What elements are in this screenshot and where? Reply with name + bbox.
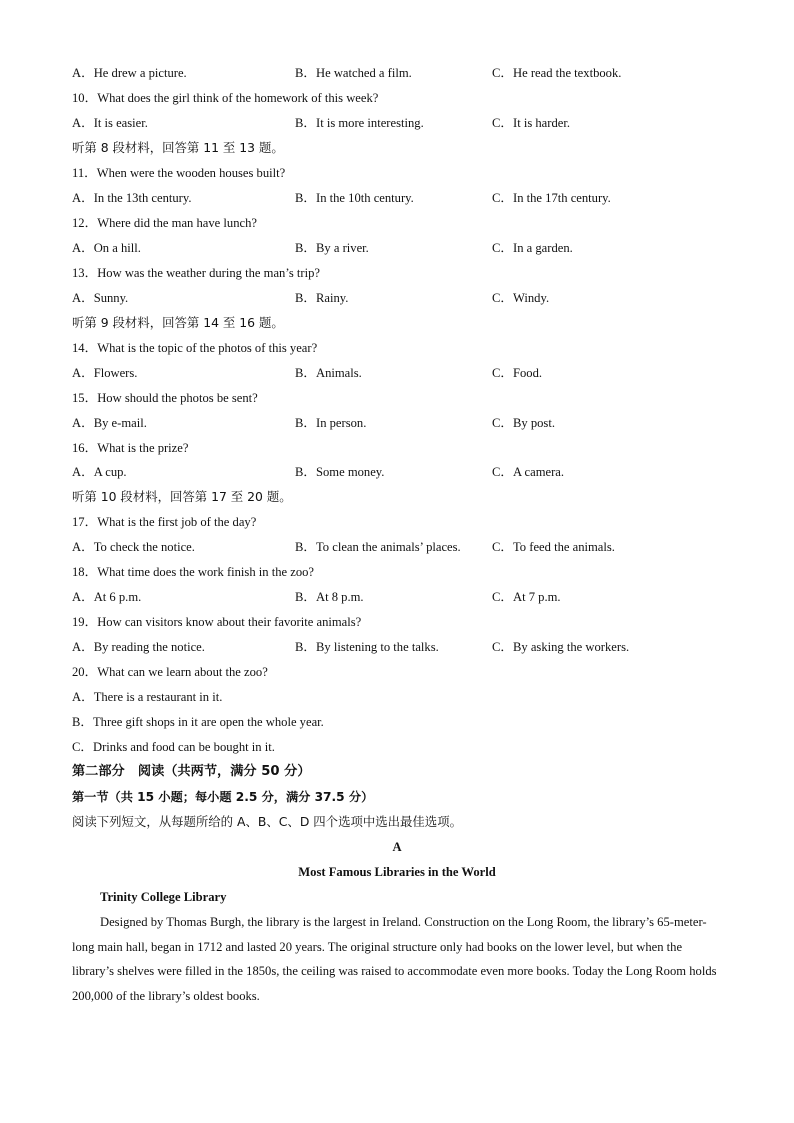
section-one-heading: 第一节（共 15 小题；每小题 2.5 分，满分 37.5 分） xyxy=(72,790,374,804)
option-a: A．A cup. xyxy=(72,465,127,479)
option-a: A．At 6 p.m. xyxy=(72,590,142,604)
question-18: 18．What time does the work finish in the zoo? xyxy=(72,565,315,579)
option-b: B．To clean the animals’ places. xyxy=(295,540,461,554)
question-15: 15．How should the photos be sent? xyxy=(72,391,258,405)
option-c: C．At 7 p.m. xyxy=(492,590,561,604)
option-a: A．By reading the notice. xyxy=(72,640,205,654)
option-b: B．Rainy. xyxy=(295,291,349,305)
option-c: C．It is harder. xyxy=(492,116,570,130)
question-14: 14．What is the topic of the photos of this year? xyxy=(72,341,318,355)
option-a: A．By e-mail. xyxy=(72,416,147,430)
question-12: 12．Where did the man have lunch? xyxy=(72,216,257,230)
passage-title: Most Famous Libraries in the World xyxy=(298,865,496,879)
option-b: B．He watched a film. xyxy=(295,66,412,80)
passage-subtitle: Trinity College Library xyxy=(100,890,227,904)
question-19: 19．How can visitors know about their favorite animals? xyxy=(72,615,362,629)
option-c: C．In a garden. xyxy=(492,241,573,255)
passage-letter: A xyxy=(392,840,402,854)
option-c: C．A camera. xyxy=(492,465,565,479)
listening-instruction-10: 听第 10 段材料，回答第 17 至 20 题。 xyxy=(72,489,292,504)
option-a: A．Sunny. xyxy=(72,291,129,305)
option-b: B．Animals. xyxy=(295,366,362,380)
question-20: 20．What can we learn about the zoo? xyxy=(72,665,268,679)
option-c: C．Windy. xyxy=(492,291,550,305)
option-b: B．Three gift shops in it are open the whole year. xyxy=(72,715,324,729)
option-c: C．To feed the animals. xyxy=(492,540,615,554)
option-a: A．In the 13th century. xyxy=(72,191,192,205)
option-a: A．Flowers. xyxy=(72,366,138,380)
option-c: C．He read the textbook. xyxy=(492,66,622,80)
listening-instruction-8: 听第 8 段材料，回答第 11 至 13 题。 xyxy=(72,140,284,155)
option-c: C．By asking the workers. xyxy=(492,640,630,654)
option-b: B．By a river. xyxy=(295,241,369,255)
option-a: A．To check the notice. xyxy=(72,540,195,554)
option-b: B．It is more interesting. xyxy=(295,116,424,130)
option-a: A．There is a restaurant in it. xyxy=(72,690,223,704)
option-b: B．By listening to the talks. xyxy=(295,640,439,654)
option-a: A．He drew a picture. xyxy=(72,66,187,80)
option-b: B．In the 10th century. xyxy=(295,191,414,205)
listening-instruction-9: 听第 9 段材料，回答第 14 至 16 题。 xyxy=(72,315,284,330)
question-13: 13．How was the weather during the man’s trip? xyxy=(72,266,320,280)
option-a: A．It is easier. xyxy=(72,116,148,130)
part-two-heading: 第二部分 阅读（共两节，满分 50 分） xyxy=(72,764,311,779)
question-16: 16．What is the prize? xyxy=(72,441,189,455)
option-b: B．At 8 p.m. xyxy=(295,590,364,604)
question-11: 11．When were the wooden houses built? xyxy=(72,166,286,180)
option-c: C．Food. xyxy=(492,366,543,380)
option-c: C．In the 17th century. xyxy=(492,191,611,205)
question-10: 10．What does the girl think of the homework of this week? xyxy=(72,91,379,105)
reading-instruction: 阅读下列短文，从每题所给的 A、B、C、D 四个选项中选出最佳选项。 xyxy=(72,814,462,829)
option-b: B．In person. xyxy=(295,416,367,430)
passage-paragraph: Designed by Thomas Burgh, the library is the largest in Ireland. Construction on the Long Room, the library’s 65-meter-long main hall, began in 1712 and lasted 20 years. The original structure only had books on the lower level, but when the library’s shelves were filled in the 1850s, the ceiling was raised to accommodate even more books. Today the Long Room holds 200,000 of the library’s oldest books. xyxy=(72,915,717,1003)
question-17: 17．What is the first job of the day? xyxy=(72,515,257,529)
option-b: B．Some money. xyxy=(295,465,385,479)
option-c: C．By post. xyxy=(492,416,555,430)
option-a: A．On a hill. xyxy=(72,241,141,255)
option-c: C．Drinks and food can be bought in it. xyxy=(72,740,275,754)
